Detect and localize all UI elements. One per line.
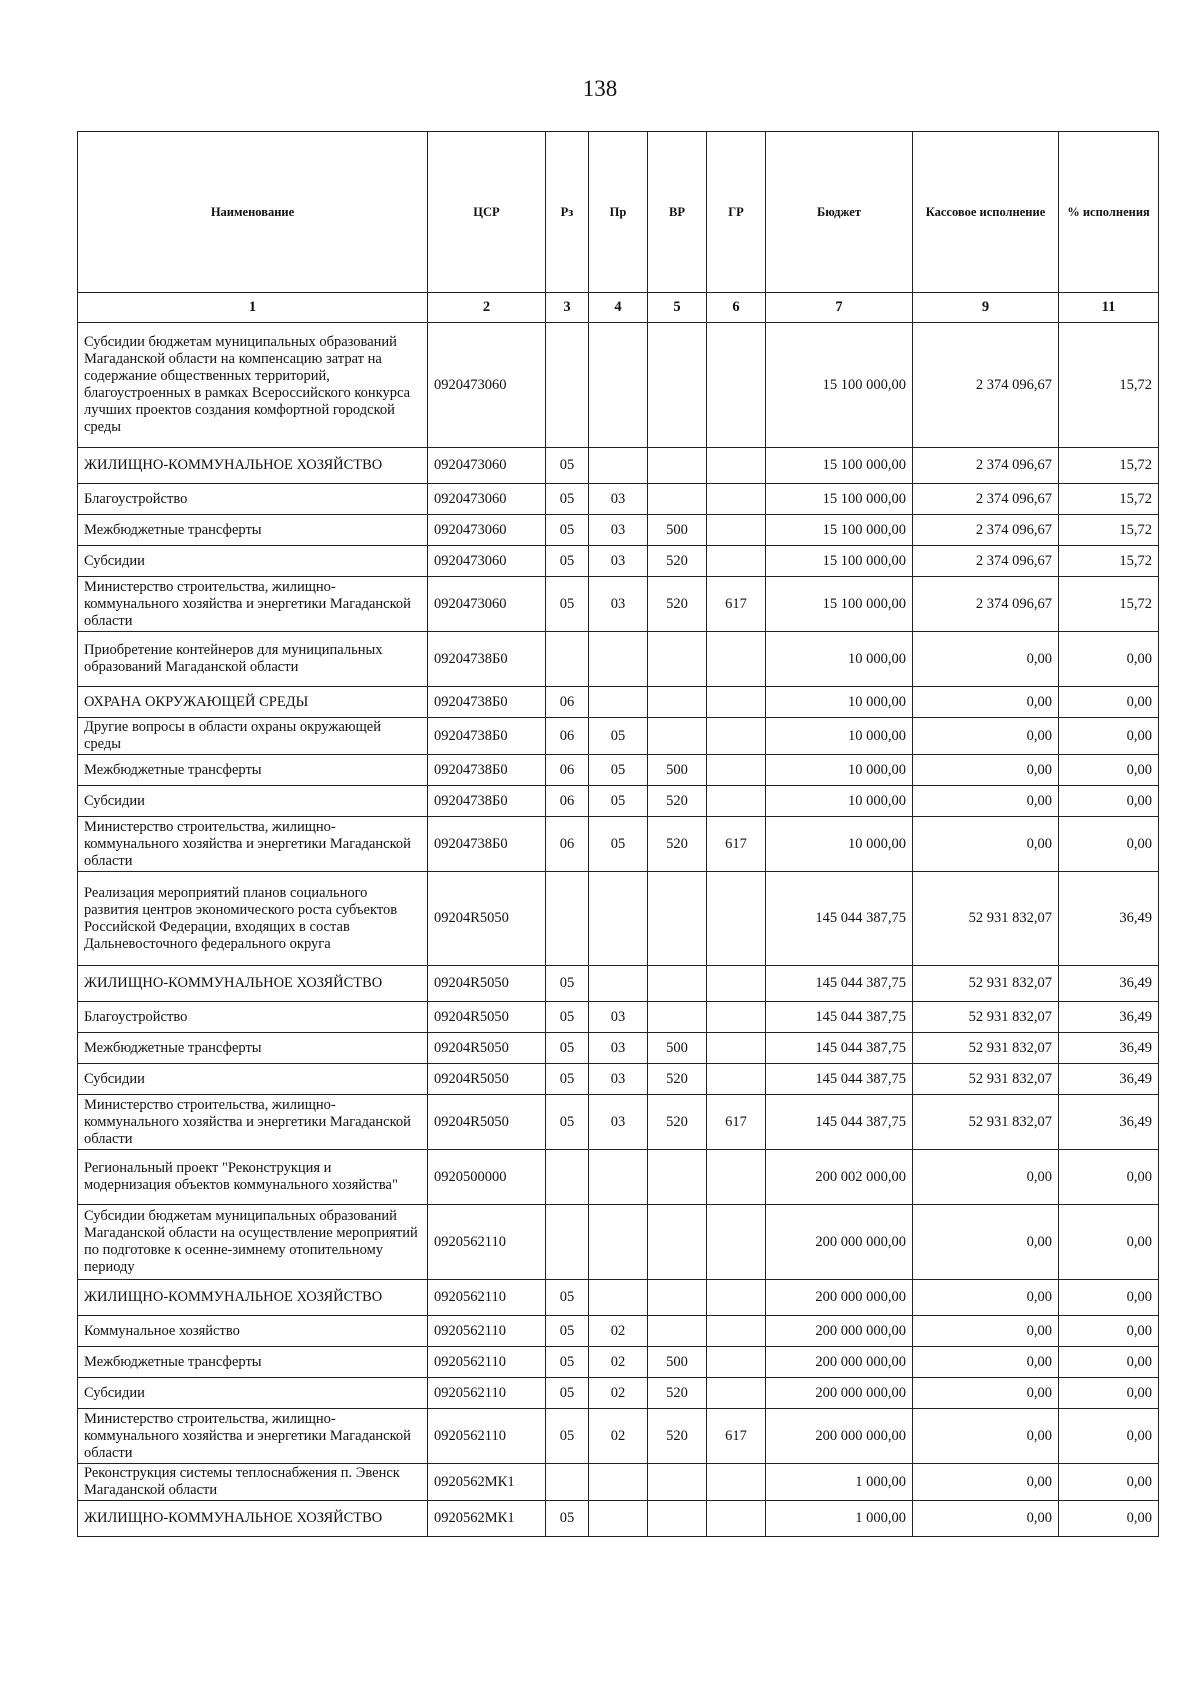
row-gr bbox=[707, 1002, 766, 1033]
row-pr bbox=[589, 1464, 648, 1501]
row-budget: 145 044 387,75 bbox=[766, 1002, 913, 1033]
row-budget: 200 000 000,00 bbox=[766, 1347, 913, 1378]
row-cash-execution: 0,00 bbox=[913, 817, 1059, 872]
table-row bbox=[78, 1205, 1159, 1280]
budget-execution-table bbox=[77, 131, 1159, 1537]
table-row bbox=[78, 687, 1159, 718]
row-pr: 05 bbox=[589, 755, 648, 786]
row-budget: 15 100 000,00 bbox=[766, 577, 913, 632]
row-cash-execution: 0,00 bbox=[913, 1378, 1059, 1409]
row-vr bbox=[648, 687, 707, 718]
row-pr bbox=[589, 1501, 648, 1537]
row-budget: 10 000,00 bbox=[766, 817, 913, 872]
row-cash-execution: 52 931 832,07 bbox=[913, 1033, 1059, 1064]
row-gr bbox=[707, 687, 766, 718]
row-execution-percent: 0,00 bbox=[1059, 687, 1159, 718]
row-csr: 0920473060 bbox=[428, 515, 546, 546]
header-gr: ГР bbox=[707, 132, 766, 293]
row-pr bbox=[589, 323, 648, 448]
row-name: Другие вопросы в области охраны окружающей среды bbox=[78, 718, 428, 755]
row-cash-execution: 0,00 bbox=[913, 786, 1059, 817]
row-rz: 05 bbox=[546, 484, 589, 515]
row-rz: 06 bbox=[546, 755, 589, 786]
row-vr bbox=[648, 718, 707, 755]
row-csr: 0920473060 bbox=[428, 546, 546, 577]
row-csr: 0920473060 bbox=[428, 448, 546, 484]
row-vr bbox=[648, 1501, 707, 1537]
row-execution-percent: 0,00 bbox=[1059, 718, 1159, 755]
row-csr: 0920473060 bbox=[428, 484, 546, 515]
row-pr bbox=[589, 448, 648, 484]
row-rz: 06 bbox=[546, 817, 589, 872]
header-name: Наименование bbox=[78, 132, 428, 293]
row-pr: 03 bbox=[589, 515, 648, 546]
row-budget: 15 100 000,00 bbox=[766, 546, 913, 577]
row-name: Коммунальное хозяйство bbox=[78, 1316, 428, 1347]
row-gr bbox=[707, 323, 766, 448]
column-number: 4 bbox=[589, 293, 648, 323]
row-rz: 05 bbox=[546, 448, 589, 484]
table-row bbox=[78, 484, 1159, 515]
row-execution-percent: 0,00 bbox=[1059, 1409, 1159, 1464]
row-csr: 09204738Б0 bbox=[428, 687, 546, 718]
row-gr bbox=[707, 1280, 766, 1316]
row-cash-execution: 52 931 832,07 bbox=[913, 966, 1059, 1002]
column-number: 3 bbox=[546, 293, 589, 323]
row-rz: 06 bbox=[546, 687, 589, 718]
table-row bbox=[78, 1316, 1159, 1347]
row-rz: 05 bbox=[546, 515, 589, 546]
row-name: ЖИЛИЩНО-КОММУНАЛЬНОЕ ХОЗЯЙСТВО bbox=[78, 448, 428, 484]
row-rz bbox=[546, 1150, 589, 1205]
row-vr bbox=[648, 1150, 707, 1205]
header-rz: Рз bbox=[546, 132, 589, 293]
row-budget: 200 000 000,00 bbox=[766, 1409, 913, 1464]
row-gr: 617 bbox=[707, 577, 766, 632]
row-rz: 06 bbox=[546, 718, 589, 755]
row-vr bbox=[648, 872, 707, 966]
row-cash-execution: 0,00 bbox=[913, 1205, 1059, 1280]
column-number: 7 bbox=[766, 293, 913, 323]
table-row bbox=[78, 786, 1159, 817]
row-execution-percent: 15,72 bbox=[1059, 323, 1159, 448]
row-execution-percent: 0,00 bbox=[1059, 1378, 1159, 1409]
table-row bbox=[78, 1280, 1159, 1316]
row-gr bbox=[707, 755, 766, 786]
row-pr: 02 bbox=[589, 1409, 648, 1464]
row-budget: 15 100 000,00 bbox=[766, 484, 913, 515]
row-cash-execution: 52 931 832,07 bbox=[913, 1095, 1059, 1150]
header-execution-percent: % исполнения bbox=[1059, 132, 1159, 293]
row-csr: 0920562110 bbox=[428, 1378, 546, 1409]
column-number: 9 bbox=[913, 293, 1059, 323]
row-rz: 05 bbox=[546, 1280, 589, 1316]
table-row bbox=[78, 448, 1159, 484]
header-csr: ЦСР bbox=[428, 132, 546, 293]
row-gr bbox=[707, 718, 766, 755]
row-rz: 05 bbox=[546, 1095, 589, 1150]
row-budget: 10 000,00 bbox=[766, 755, 913, 786]
row-budget: 145 044 387,75 bbox=[766, 1033, 913, 1064]
row-rz bbox=[546, 323, 589, 448]
row-gr: 617 bbox=[707, 817, 766, 872]
row-execution-percent: 36,49 bbox=[1059, 1002, 1159, 1033]
row-vr bbox=[648, 632, 707, 687]
row-execution-percent: 0,00 bbox=[1059, 755, 1159, 786]
row-pr: 02 bbox=[589, 1378, 648, 1409]
row-name: Межбюджетные трансферты bbox=[78, 1347, 428, 1378]
row-execution-percent: 15,72 bbox=[1059, 577, 1159, 632]
row-rz bbox=[546, 872, 589, 966]
row-vr: 500 bbox=[648, 755, 707, 786]
row-vr bbox=[648, 1464, 707, 1501]
row-execution-percent: 15,72 bbox=[1059, 484, 1159, 515]
row-name: Реконструкция системы теплоснабжения п. Эвенск Магаданской области bbox=[78, 1464, 428, 1501]
row-gr bbox=[707, 448, 766, 484]
row-execution-percent: 0,00 bbox=[1059, 1150, 1159, 1205]
row-pr: 02 bbox=[589, 1316, 648, 1347]
row-gr bbox=[707, 1033, 766, 1064]
row-rz: 05 bbox=[546, 577, 589, 632]
row-name: Министерство строительства, жилищно-коммунального хозяйства и энергетики Магаданской области bbox=[78, 1409, 428, 1464]
row-gr bbox=[707, 1316, 766, 1347]
row-gr bbox=[707, 515, 766, 546]
column-number: 6 bbox=[707, 293, 766, 323]
row-rz: 05 bbox=[546, 1064, 589, 1095]
row-csr: 09204738Б0 bbox=[428, 718, 546, 755]
table-row bbox=[78, 872, 1159, 966]
row-csr: 09204R5050 bbox=[428, 1033, 546, 1064]
row-cash-execution: 52 931 832,07 bbox=[913, 872, 1059, 966]
row-cash-execution: 0,00 bbox=[913, 1501, 1059, 1537]
row-vr: 520 bbox=[648, 1095, 707, 1150]
table-row bbox=[78, 632, 1159, 687]
row-execution-percent: 0,00 bbox=[1059, 632, 1159, 687]
row-csr: 09204R5050 bbox=[428, 1002, 546, 1033]
row-pr: 03 bbox=[589, 546, 648, 577]
row-budget: 15 100 000,00 bbox=[766, 515, 913, 546]
row-execution-percent: 15,72 bbox=[1059, 546, 1159, 577]
row-cash-execution: 0,00 bbox=[913, 1464, 1059, 1501]
row-gr: 617 bbox=[707, 1095, 766, 1150]
row-csr: 09204R5050 bbox=[428, 872, 546, 966]
row-gr bbox=[707, 1150, 766, 1205]
row-csr: 09204738Б0 bbox=[428, 632, 546, 687]
header-cash-execution: Кассовое исполнение bbox=[913, 132, 1059, 293]
column-number-row bbox=[78, 293, 1159, 323]
row-cash-execution: 0,00 bbox=[913, 1280, 1059, 1316]
row-name: Министерство строительства, жилищно-коммунального хозяйства и энергетики Магаданской области bbox=[78, 817, 428, 872]
row-budget: 200 000 000,00 bbox=[766, 1205, 913, 1280]
row-rz: 05 bbox=[546, 1316, 589, 1347]
row-gr bbox=[707, 786, 766, 817]
row-pr: 03 bbox=[589, 1002, 648, 1033]
row-cash-execution: 0,00 bbox=[913, 1150, 1059, 1205]
table-row bbox=[78, 323, 1159, 448]
table-row bbox=[78, 1095, 1159, 1150]
row-execution-percent: 0,00 bbox=[1059, 1280, 1159, 1316]
row-cash-execution: 52 931 832,07 bbox=[913, 1064, 1059, 1095]
row-csr: 0920473060 bbox=[428, 577, 546, 632]
row-execution-percent: 0,00 bbox=[1059, 1464, 1159, 1501]
row-execution-percent: 0,00 bbox=[1059, 817, 1159, 872]
row-pr: 03 bbox=[589, 577, 648, 632]
column-number: 5 bbox=[648, 293, 707, 323]
row-csr: 0920562110 bbox=[428, 1280, 546, 1316]
table-row bbox=[78, 718, 1159, 755]
row-name: Межбюджетные трансферты bbox=[78, 755, 428, 786]
row-csr: 0920562110 bbox=[428, 1316, 546, 1347]
row-budget: 145 044 387,75 bbox=[766, 966, 913, 1002]
row-execution-percent: 0,00 bbox=[1059, 1205, 1159, 1280]
row-name: Министерство строительства, жилищно-коммунального хозяйства и энергетики Магаданской области bbox=[78, 1095, 428, 1150]
row-vr bbox=[648, 484, 707, 515]
row-execution-percent: 36,49 bbox=[1059, 1064, 1159, 1095]
row-rz bbox=[546, 1464, 589, 1501]
table-row bbox=[78, 1064, 1159, 1095]
column-number: 11 bbox=[1059, 293, 1159, 323]
row-pr bbox=[589, 966, 648, 1002]
row-rz: 06 bbox=[546, 786, 589, 817]
row-csr: 0920562МК1 bbox=[428, 1464, 546, 1501]
row-name: ОХРАНА ОКРУЖАЮЩЕЙ СРЕДЫ bbox=[78, 687, 428, 718]
row-vr: 520 bbox=[648, 786, 707, 817]
table-row bbox=[78, 1409, 1159, 1464]
row-gr bbox=[707, 1464, 766, 1501]
row-rz: 05 bbox=[546, 1409, 589, 1464]
row-csr: 09204R5050 bbox=[428, 966, 546, 1002]
table-row bbox=[78, 1501, 1159, 1537]
row-cash-execution: 2 374 096,67 bbox=[913, 515, 1059, 546]
row-name: ЖИЛИЩНО-КОММУНАЛЬНОЕ ХОЗЯЙСТВО bbox=[78, 1280, 428, 1316]
row-vr bbox=[648, 323, 707, 448]
row-budget: 10 000,00 bbox=[766, 687, 913, 718]
header-vr: ВР bbox=[648, 132, 707, 293]
row-rz: 05 bbox=[546, 546, 589, 577]
table-header-row bbox=[78, 132, 1159, 293]
row-execution-percent: 15,72 bbox=[1059, 515, 1159, 546]
row-name: Субсидии bbox=[78, 546, 428, 577]
row-rz: 05 bbox=[546, 1002, 589, 1033]
row-name: ЖИЛИЩНО-КОММУНАЛЬНОЕ ХОЗЯЙСТВО bbox=[78, 1501, 428, 1537]
row-vr bbox=[648, 1002, 707, 1033]
row-budget: 1 000,00 bbox=[766, 1464, 913, 1501]
table-row bbox=[78, 1464, 1159, 1501]
row-csr: 0920562110 bbox=[428, 1409, 546, 1464]
row-budget: 200 000 000,00 bbox=[766, 1378, 913, 1409]
row-gr bbox=[707, 1205, 766, 1280]
row-vr: 520 bbox=[648, 1064, 707, 1095]
row-vr: 520 bbox=[648, 577, 707, 632]
table-row bbox=[78, 515, 1159, 546]
row-rz: 05 bbox=[546, 1378, 589, 1409]
row-gr bbox=[707, 484, 766, 515]
row-pr bbox=[589, 687, 648, 718]
row-execution-percent: 15,72 bbox=[1059, 448, 1159, 484]
row-gr bbox=[707, 1501, 766, 1537]
row-cash-execution: 0,00 bbox=[913, 718, 1059, 755]
row-execution-percent: 36,49 bbox=[1059, 1033, 1159, 1064]
column-number: 2 bbox=[428, 293, 546, 323]
row-csr: 0920473060 bbox=[428, 323, 546, 448]
header-budget: Бюджет bbox=[766, 132, 913, 293]
row-vr: 500 bbox=[648, 515, 707, 546]
row-name: Субсидии бюджетам муниципальных образований Магаданской области на осуществление мероприятий по подготовке к осенне-зимнему отопительному периоду bbox=[78, 1205, 428, 1280]
row-vr: 520 bbox=[648, 546, 707, 577]
row-vr bbox=[648, 448, 707, 484]
row-execution-percent: 0,00 bbox=[1059, 1347, 1159, 1378]
row-rz: 05 bbox=[546, 966, 589, 1002]
row-execution-percent: 36,49 bbox=[1059, 872, 1159, 966]
row-rz: 05 bbox=[546, 1033, 589, 1064]
row-name: Субсидии bbox=[78, 1378, 428, 1409]
row-pr: 02 bbox=[589, 1347, 648, 1378]
header-pr: Пр bbox=[589, 132, 648, 293]
row-budget: 145 044 387,75 bbox=[766, 1095, 913, 1150]
row-gr bbox=[707, 872, 766, 966]
table-row bbox=[78, 966, 1159, 1002]
row-budget: 200 000 000,00 bbox=[766, 1280, 913, 1316]
row-cash-execution: 2 374 096,67 bbox=[913, 323, 1059, 448]
row-pr: 03 bbox=[589, 1095, 648, 1150]
row-name: Субсидии бюджетам муниципальных образований Магаданской области на компенсацию затрат на содержание общественных территорий, благоустроенных в рамках Всероссийского конкурса лучших проектов создания комфортной городской среды bbox=[78, 323, 428, 448]
row-gr bbox=[707, 1378, 766, 1409]
row-gr bbox=[707, 632, 766, 687]
row-execution-percent: 36,49 bbox=[1059, 966, 1159, 1002]
row-gr bbox=[707, 546, 766, 577]
row-name: Межбюджетные трансферты bbox=[78, 515, 428, 546]
row-budget: 200 000 000,00 bbox=[766, 1316, 913, 1347]
row-budget: 145 044 387,75 bbox=[766, 872, 913, 966]
row-gr bbox=[707, 1064, 766, 1095]
table-row bbox=[78, 1033, 1159, 1064]
row-budget: 200 002 000,00 bbox=[766, 1150, 913, 1205]
row-vr: 520 bbox=[648, 1409, 707, 1464]
row-name: Благоустройство bbox=[78, 484, 428, 515]
row-rz bbox=[546, 1205, 589, 1280]
row-execution-percent: 0,00 bbox=[1059, 1316, 1159, 1347]
row-cash-execution: 0,00 bbox=[913, 1409, 1059, 1464]
row-vr bbox=[648, 966, 707, 1002]
row-vr: 520 bbox=[648, 817, 707, 872]
table-row bbox=[78, 755, 1159, 786]
row-cash-execution: 0,00 bbox=[913, 687, 1059, 718]
row-csr: 09204738Б0 bbox=[428, 817, 546, 872]
row-vr bbox=[648, 1280, 707, 1316]
row-execution-percent: 0,00 bbox=[1059, 1501, 1159, 1537]
row-vr bbox=[648, 1205, 707, 1280]
row-pr: 05 bbox=[589, 817, 648, 872]
row-csr: 09204R5050 bbox=[428, 1095, 546, 1150]
row-vr: 500 bbox=[648, 1347, 707, 1378]
row-budget: 10 000,00 bbox=[766, 718, 913, 755]
row-pr: 05 bbox=[589, 718, 648, 755]
row-pr bbox=[589, 1150, 648, 1205]
row-csr: 0920562110 bbox=[428, 1347, 546, 1378]
row-name: Региональный проект "Реконструкция и модернизация объектов коммунального хозяйства" bbox=[78, 1150, 428, 1205]
row-pr: 05 bbox=[589, 786, 648, 817]
page-number: 138 bbox=[582, 76, 618, 101]
row-pr bbox=[589, 632, 648, 687]
row-cash-execution: 2 374 096,67 bbox=[913, 577, 1059, 632]
row-rz: 05 bbox=[546, 1347, 589, 1378]
row-pr bbox=[589, 1280, 648, 1316]
row-name: ЖИЛИЩНО-КОММУНАЛЬНОЕ ХОЗЯЙСТВО bbox=[78, 966, 428, 1002]
column-number: 1 bbox=[78, 293, 428, 323]
row-name: Межбюджетные трансферты bbox=[78, 1033, 428, 1064]
row-cash-execution: 0,00 bbox=[913, 632, 1059, 687]
row-budget: 15 100 000,00 bbox=[766, 448, 913, 484]
row-name: Министерство строительства, жилищно-коммунального хозяйства и энергетики Магаданской области bbox=[78, 577, 428, 632]
row-cash-execution: 2 374 096,67 bbox=[913, 546, 1059, 577]
table-row bbox=[78, 1002, 1159, 1033]
row-pr: 03 bbox=[589, 1064, 648, 1095]
row-name: Реализация мероприятий планов социального развития центров экономического роста субъектов Российской Федерации, входящих в состав Дальневосточного федерального округа bbox=[78, 872, 428, 966]
row-csr: 09204738Б0 bbox=[428, 755, 546, 786]
row-name: Благоустройство bbox=[78, 1002, 428, 1033]
row-csr: 0920500000 bbox=[428, 1150, 546, 1205]
row-csr: 0920562110 bbox=[428, 1205, 546, 1280]
row-cash-execution: 0,00 bbox=[913, 1316, 1059, 1347]
row-execution-percent: 36,49 bbox=[1059, 1095, 1159, 1150]
row-budget: 145 044 387,75 bbox=[766, 1064, 913, 1095]
row-pr bbox=[589, 1205, 648, 1280]
row-vr: 500 bbox=[648, 1033, 707, 1064]
table-row bbox=[78, 817, 1159, 872]
row-gr: 617 bbox=[707, 1409, 766, 1464]
row-cash-execution: 2 374 096,67 bbox=[913, 448, 1059, 484]
row-vr: 520 bbox=[648, 1378, 707, 1409]
row-name: Субсидии bbox=[78, 1064, 428, 1095]
row-gr bbox=[707, 1347, 766, 1378]
row-csr: 09204R5050 bbox=[428, 1064, 546, 1095]
table-row bbox=[78, 1378, 1159, 1409]
table-row bbox=[78, 546, 1159, 577]
table-row bbox=[78, 1347, 1159, 1378]
row-name: Приобретение контейнеров для муниципальных образований Магаданской области bbox=[78, 632, 428, 687]
row-name: Субсидии bbox=[78, 786, 428, 817]
row-pr: 03 bbox=[589, 1033, 648, 1064]
row-csr: 09204738Б0 bbox=[428, 786, 546, 817]
row-budget: 10 000,00 bbox=[766, 632, 913, 687]
row-rz: 05 bbox=[546, 1501, 589, 1537]
row-csr: 0920562МК1 bbox=[428, 1501, 546, 1537]
row-pr: 03 bbox=[589, 484, 648, 515]
row-budget: 10 000,00 bbox=[766, 786, 913, 817]
row-cash-execution: 0,00 bbox=[913, 755, 1059, 786]
row-cash-execution: 52 931 832,07 bbox=[913, 1002, 1059, 1033]
row-budget: 15 100 000,00 bbox=[766, 323, 913, 448]
table-row bbox=[78, 577, 1159, 632]
row-cash-execution: 0,00 bbox=[913, 1347, 1059, 1378]
row-pr bbox=[589, 872, 648, 966]
row-execution-percent: 0,00 bbox=[1059, 786, 1159, 817]
row-vr bbox=[648, 1316, 707, 1347]
row-gr bbox=[707, 966, 766, 1002]
row-rz bbox=[546, 632, 589, 687]
table-row bbox=[78, 1150, 1159, 1205]
row-cash-execution: 2 374 096,67 bbox=[913, 484, 1059, 515]
row-budget: 1 000,00 bbox=[766, 1501, 913, 1537]
